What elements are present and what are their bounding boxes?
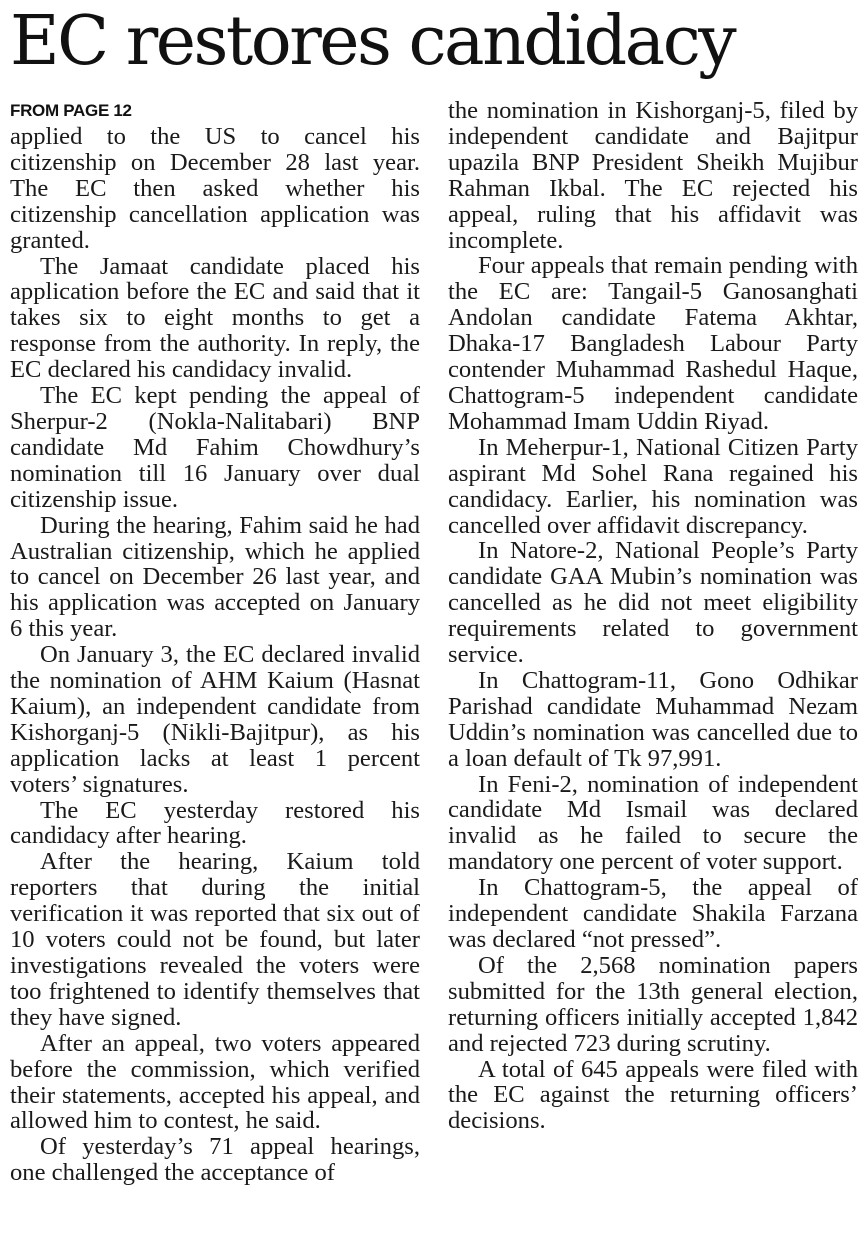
paragraph: The Jamaat candidate placed his application before the EC and said that it takes six to eight months to get a response from the authority. In reply, the EC declared his candidacy invalid. <box>10 252 420 384</box>
paragraph: In Meherpur-1, National Citizen Party aspirant Md Sohel Rana regained his candidacy. Earlier, his nomination was cancelled over affidavit discrepancy. <box>448 433 858 539</box>
paragraph: In Chattogram-11, Gono Odhikar Parishad candidate Muhammad Nezam Uddin’s nomination was cancelled due to a loan default of Tk 97,991. <box>448 666 858 772</box>
paragraph: The EC yesterday restored his candidacy after hearing. <box>10 796 420 850</box>
paragraph: In Natore-2, National People’s Party candidate GAA Mubin’s nomination was cancelled as he did not meet eligibility requirements related to government service. <box>448 537 858 669</box>
paragraph: The EC kept pending the appeal of Sherpur-2 (Nokla-Nalitabari) BNP candidate Md Fahim Chowdhury’s nomination till 16 January over dual citizenship issue. <box>10 382 420 513</box>
paragraph: In Feni-2, nomination of independent candidate Md Ismail was declared invalid as he failed to secure the mandatory one percent of voter support. <box>448 770 858 876</box>
paragraph: In Chattogram-5, the appeal of independent candidate Shakila Farzana was declared “not pressed”. <box>448 874 858 953</box>
article-column-right <box>448 98 858 1134</box>
paragraph: Four appeals that remain pending with the EC are: Tangail-5 Ganosanghati Andolan candidate Fatema Akhtar, Dhaka-17 Bangladesh Labour Party contender Muhammad Rashedul Haque, Chattogram-5 independent candidate Mohammad Imam Uddin Riyad. <box>448 252 858 435</box>
headline: EC restores candidacy <box>10 2 735 81</box>
article-column-left <box>10 98 420 1186</box>
paragraph: After an appeal, two voters appeared before the commission, which verified their statements, accepted his appeal, and allowed him to contest, he said. <box>10 1029 420 1135</box>
paragraph: applied to the US to cancel his citizenship on December 28 last year. The EC then asked whether his citizenship cancellation application was granted. <box>10 123 420 254</box>
paragraph: A total of 645 appeals were filed with the EC against the returning officers’ decisions. <box>448 1055 858 1135</box>
paragraph: On January 3, the EC declared invalid the nomination of AHM Kaium (Hasnat Kaium), an independent candidate from Kishorganj-5 (Nikli-Bajitpur), as his application lacks at least 1 percent voters’ signatures. <box>10 641 420 798</box>
jump-label: FROM PAGE 12 <box>10 101 132 120</box>
paragraph: During the hearing, Fahim said he had Australian citizenship, which he applied to cancel on December 26 last year, and his application was accepted on January 6 this year. <box>10 511 420 643</box>
paragraph: the nomination in Kishorganj-5, filed by independent candidate and Bajitpur upazila BNP President Sheikh Mujibur Rahman Ikbal. The EC rejected his appeal, ruling that his affidavit was incomplete. <box>448 97 858 254</box>
paragraph: Of yesterday’s 71 appeal hearings, one challenged the acceptance of <box>10 1133 420 1187</box>
paragraph: After the hearing, Kaium told reporters that during the initial verification it was reported that six out of 10 voters could not be found, but later investigations revealed the voters were too frightened to identify themselves that they have signed. <box>10 848 420 1031</box>
paragraph: Of the 2,568 nomination papers submitted for the 13th general election, returning officers initially accepted 1,842 and rejected 723 during scrutiny. <box>448 951 858 1057</box>
